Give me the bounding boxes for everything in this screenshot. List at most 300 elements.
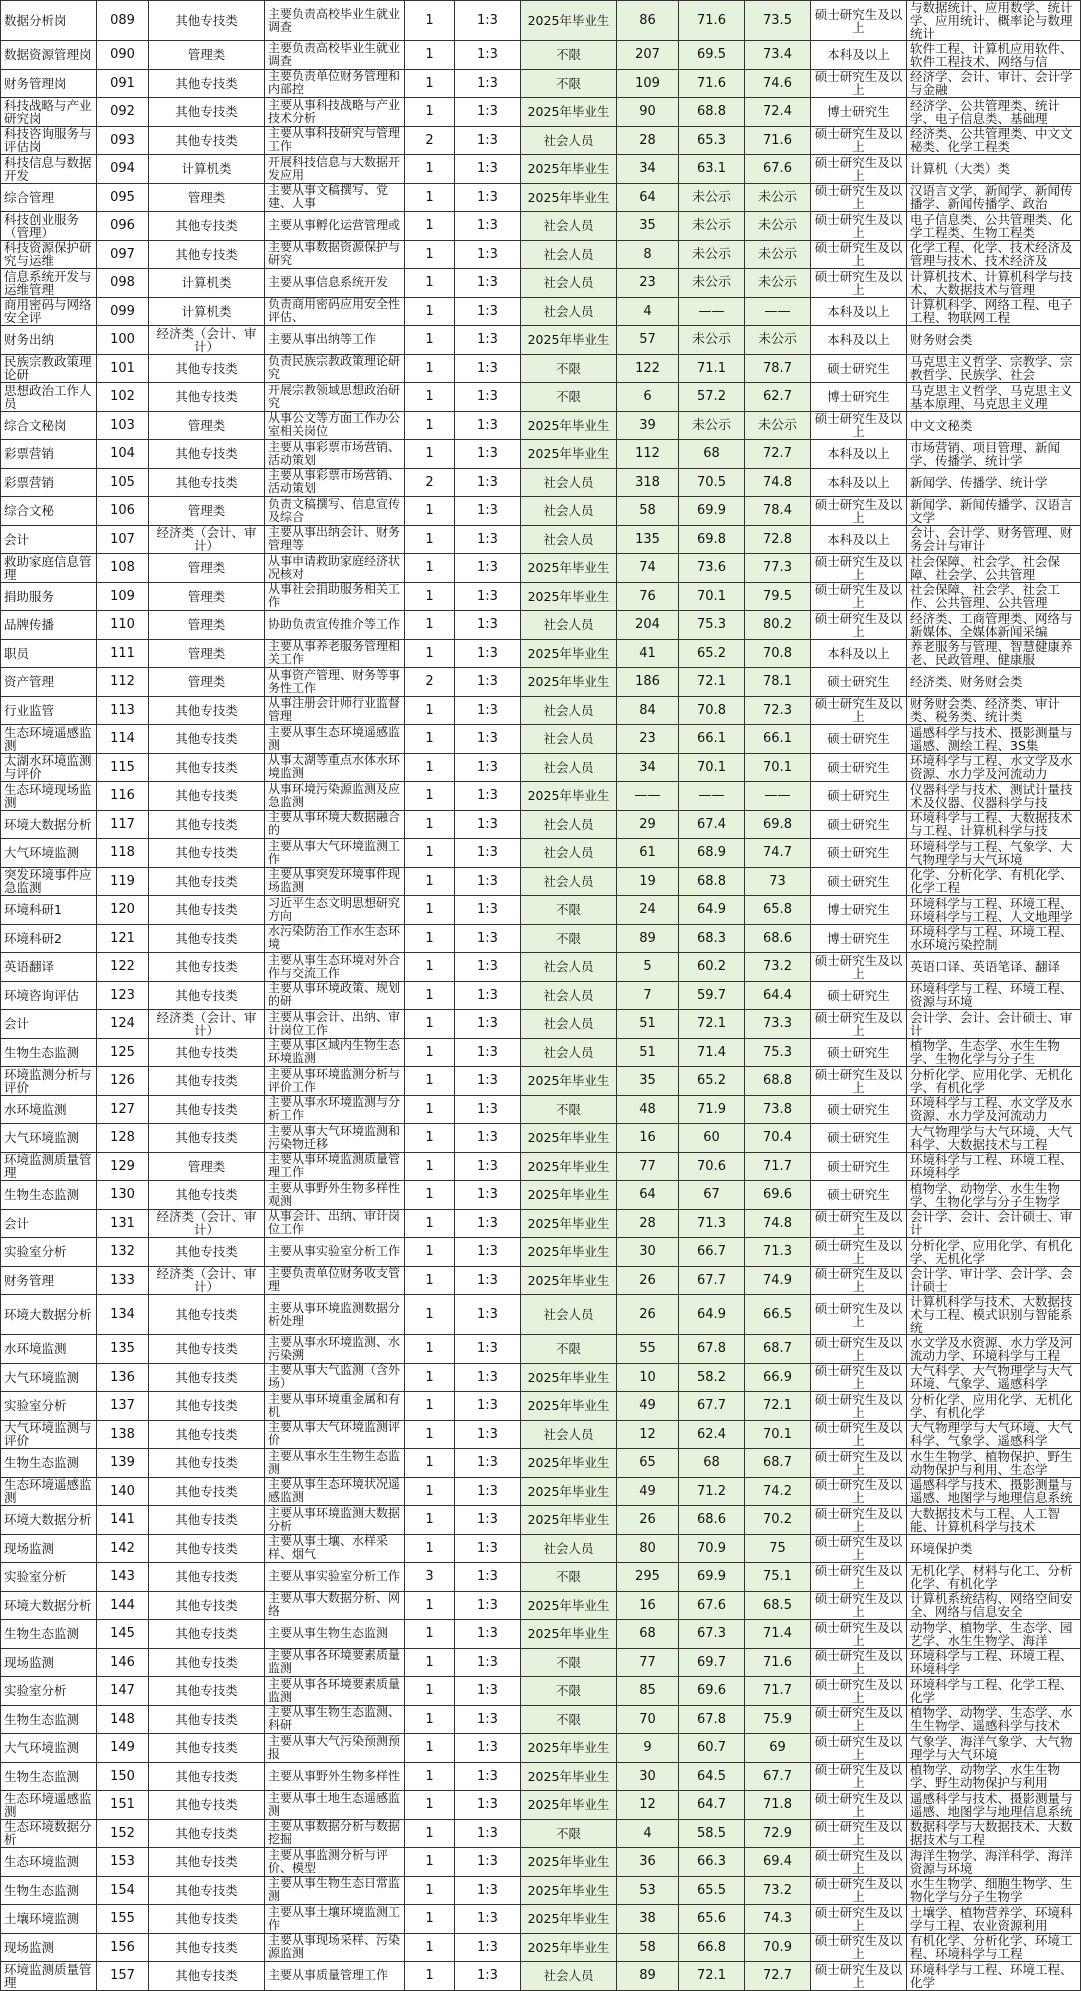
job-category-cell: 管理类 xyxy=(149,639,265,668)
ratio-cell: 1:3 xyxy=(455,240,521,269)
job-code-cell: 141 xyxy=(97,1506,149,1535)
applicant-count-cell: 64 xyxy=(617,1181,679,1210)
ratio-cell: 1:3 xyxy=(455,639,521,668)
job-category-cell: 经济类（会计、审计） xyxy=(149,326,265,355)
education-cell: 硕士研究生及以上 xyxy=(811,1648,907,1677)
ratio-cell: 1:3 xyxy=(455,1335,521,1364)
job-category-cell: 其他专技类 xyxy=(149,753,265,782)
applicant-type-cell: 2025年毕业生 xyxy=(521,1791,617,1820)
max-score-cell: 70.2 xyxy=(745,1506,811,1535)
table-row xyxy=(1,98,1081,127)
education-cell: 硕士研究生及以上 xyxy=(811,497,907,526)
max-score-cell: 71.8 xyxy=(745,1791,811,1820)
education-cell: 硕士研究生及以上 xyxy=(811,69,907,98)
min-score-cell: 68.8 xyxy=(679,867,745,896)
hire-count-cell: 1 xyxy=(405,639,455,668)
education-cell: 硕士研究生及以上 xyxy=(811,1819,907,1848)
education-cell: 硕士研究生及以上 xyxy=(811,1335,907,1364)
education-cell: 博士研究生 xyxy=(811,98,907,127)
job-name-cell: 环境大数据分析 xyxy=(1,1591,97,1620)
ratio-cell: 1:3 xyxy=(455,1791,521,1820)
job-duty-cell: 主要从事生态环境对外合作与交流工作 xyxy=(265,953,405,982)
applicant-count-cell: 61 xyxy=(617,839,679,868)
ratio-cell: 1:3 xyxy=(455,1876,521,1905)
table-row xyxy=(1,1295,1081,1335)
education-cell: 硕士研究生及以上 xyxy=(811,1534,907,1563)
max-score-cell: 74.6 xyxy=(745,69,811,98)
education-cell: 硕士研究生及以上 xyxy=(811,1962,907,1991)
major-cell: 化学工程、化学、技术经济及管理与技术、技术经济及 xyxy=(907,240,1081,269)
job-code-cell: 095 xyxy=(97,183,149,212)
min-score-cell: 66.8 xyxy=(679,1933,745,1962)
major-cell: 汉语言文学、新闻学、新闻传播学、新闻传播学、政治 xyxy=(907,183,1081,212)
applicant-type-cell: 社会人员 xyxy=(521,525,617,554)
major-cell: 分析化学、应用化学、无机化学、有机化学 xyxy=(907,1067,1081,1096)
job-code-cell: 094 xyxy=(97,155,149,184)
job-code-cell: 125 xyxy=(97,1038,149,1067)
education-cell: 硕士研究生及以上 xyxy=(811,1705,907,1734)
major-cell: 财务财会类、经济类、审计类、税务类、统计类 xyxy=(907,696,1081,725)
min-score-cell: 65.3 xyxy=(679,126,745,155)
ratio-cell: 1:3 xyxy=(455,212,521,241)
hire-count-cell: 1 xyxy=(405,1819,455,1848)
min-score-cell: 69.5 xyxy=(679,41,745,70)
job-code-cell: 090 xyxy=(97,41,149,70)
applicant-type-cell: 社会人员 xyxy=(521,953,617,982)
min-score-cell: 66.1 xyxy=(679,725,745,754)
job-name-cell: 水环境监测 xyxy=(1,1335,97,1364)
job-duty-cell: 主要从事文稿撰写、党建、人事 xyxy=(265,183,405,212)
job-code-cell: 140 xyxy=(97,1477,149,1506)
job-name-cell: 环境监测分析与评价 xyxy=(1,1067,97,1096)
hire-count-cell: 1 xyxy=(405,1335,455,1364)
table-row xyxy=(1,611,1081,640)
job-duty-cell: 从事社会捐助服务相关工作 xyxy=(265,582,405,611)
applicant-type-cell: 2025年毕业生 xyxy=(521,1591,617,1620)
job-category-cell: 经济类（会计、审计） xyxy=(149,525,265,554)
applicant-count-cell: 80 xyxy=(617,1534,679,1563)
hire-count-cell: 1 xyxy=(405,525,455,554)
major-cell: 大气科学、大气物理学与大气环境、气象学、遥感科学 xyxy=(907,1363,1081,1392)
max-score-cell: 64.4 xyxy=(745,981,811,1010)
applicant-type-cell: 社会人员 xyxy=(521,1420,617,1449)
job-duty-cell: 从事环境污染源监测及应急监测 xyxy=(265,782,405,811)
major-cell: 植物学、动物学、水生生物学、生物化学与分子生物学 xyxy=(907,1181,1081,1210)
job-code-cell: 124 xyxy=(97,1010,149,1039)
applicant-count-cell: 29 xyxy=(617,810,679,839)
education-cell: 硕士研究生及以上 xyxy=(811,1734,907,1763)
ratio-cell: 1:3 xyxy=(455,1962,521,1991)
hire-count-cell: 1 xyxy=(405,212,455,241)
hire-count-cell: 1 xyxy=(405,1124,455,1153)
major-cell: 电子信息类、公共管理类、化学工程类、生物工程类 xyxy=(907,212,1081,241)
education-cell: 硕士研究生 xyxy=(811,1095,907,1124)
hire-count-cell: 1 xyxy=(405,383,455,412)
hire-count-cell: 1 xyxy=(405,1038,455,1067)
job-category-cell: 其他专技类 xyxy=(149,383,265,412)
applicant-count-cell: 57 xyxy=(617,326,679,355)
job-duty-cell: 主要从事孵化运营管理或 xyxy=(265,212,405,241)
max-score-cell: 68.5 xyxy=(745,1591,811,1620)
education-cell: 硕士研究生 xyxy=(811,810,907,839)
job-name-cell: 环境大数据分析 xyxy=(1,1295,97,1335)
min-score-cell: 68.6 xyxy=(679,1506,745,1535)
major-cell: 分析化学、应用化学、无机化学、有机化学 xyxy=(907,1392,1081,1421)
job-duty-cell: 主要从事彩票市场营销、活动策划 xyxy=(265,468,405,497)
education-cell: 本科及以上 xyxy=(811,326,907,355)
ratio-cell: 1:3 xyxy=(455,1449,521,1478)
applicant-count-cell: 112 xyxy=(617,440,679,469)
ratio-cell: 1:3 xyxy=(455,383,521,412)
job-category-cell: 管理类 xyxy=(149,611,265,640)
max-score-cell: 78.4 xyxy=(745,497,811,526)
job-name-cell: 现场监测 xyxy=(1,1648,97,1677)
min-score-cell: 64.5 xyxy=(679,1762,745,1791)
ratio-cell: 1:3 xyxy=(455,411,521,440)
min-score-cell: 67.7 xyxy=(679,1266,745,1295)
job-category-cell: 其他专技类 xyxy=(149,1591,265,1620)
major-cell: 市场营销、项目管理、新闻学、传播学、统计学 xyxy=(907,440,1081,469)
job-duty-cell: 主要从事出纳等工作 xyxy=(265,326,405,355)
ratio-cell: 1:3 xyxy=(455,554,521,583)
major-cell: 社会保障、社会学、社会保障、社会学、公共管理 xyxy=(907,554,1081,583)
job-code-cell: 128 xyxy=(97,1124,149,1153)
hire-count-cell: 1 xyxy=(405,326,455,355)
applicant-type-cell: 不限 xyxy=(521,69,617,98)
max-score-cell: 75.1 xyxy=(745,1563,811,1592)
ratio-cell: 1:3 xyxy=(455,326,521,355)
applicant-type-cell: 社会人员 xyxy=(521,1010,617,1039)
job-duty-cell: 主要从事环境监测大数据分析 xyxy=(265,1506,405,1535)
major-cell: 中文文秘类 xyxy=(907,411,1081,440)
job-category-cell: 管理类 xyxy=(149,668,265,697)
min-score-cell: 67.3 xyxy=(679,1620,745,1649)
education-cell: 硕士研究生 xyxy=(811,1124,907,1153)
applicant-type-cell: 不限 xyxy=(521,354,617,383)
major-cell: 数据科学与大数据技术、大数据技术与工程 xyxy=(907,1819,1081,1848)
hire-count-cell: 1 xyxy=(405,1,455,41)
education-cell: 硕士研究生及以上 xyxy=(811,240,907,269)
applicant-type-cell: 不限 xyxy=(521,924,617,953)
job-duty-cell: 从事资产管理、财务等事务性工作 xyxy=(265,668,405,697)
education-cell: 硕士研究生及以上 xyxy=(811,1677,907,1706)
hire-count-cell: 2 xyxy=(405,126,455,155)
applicant-count-cell: 26 xyxy=(617,1266,679,1295)
job-name-cell: 生物生态监测 xyxy=(1,1705,97,1734)
major-cell: 计算机（大类）类 xyxy=(907,155,1081,184)
major-cell: 植物学、生态学、水生生物学、生物化学与分子生 xyxy=(907,1038,1081,1067)
max-score-cell: 70.1 xyxy=(745,1420,811,1449)
table-row xyxy=(1,183,1081,212)
education-cell: 硕士研究生 xyxy=(811,753,907,782)
min-score-cell: 71.2 xyxy=(679,1477,745,1506)
table-row xyxy=(1,1933,1081,1962)
job-category-cell: 计算机类 xyxy=(149,269,265,298)
job-category-cell: 计算机类 xyxy=(149,155,265,184)
min-score-cell: 66.7 xyxy=(679,1238,745,1267)
job-code-cell: 148 xyxy=(97,1705,149,1734)
job-category-cell: 其他专技类 xyxy=(149,440,265,469)
max-score-cell: 71.7 xyxy=(745,1677,811,1706)
ratio-cell: 1:3 xyxy=(455,1506,521,1535)
job-name-cell: 行业监管 xyxy=(1,696,97,725)
job-name-cell: 财务出纳 xyxy=(1,326,97,355)
hire-count-cell: 1 xyxy=(405,924,455,953)
hire-count-cell: 1 xyxy=(405,1905,455,1934)
job-duty-cell: 开展宗教领域思想政治研究 xyxy=(265,383,405,412)
job-code-cell: 096 xyxy=(97,212,149,241)
applicant-count-cell: 12 xyxy=(617,1420,679,1449)
min-score-cell: 64.7 xyxy=(679,1791,745,1820)
job-code-cell: 097 xyxy=(97,240,149,269)
ratio-cell: 1:3 xyxy=(455,1591,521,1620)
job-category-cell: 计算机类 xyxy=(149,297,265,326)
applicant-count-cell: 64 xyxy=(617,183,679,212)
job-category-cell: 管理类 xyxy=(149,1152,265,1181)
hire-count-cell: 1 xyxy=(405,1392,455,1421)
job-category-cell: 其他专技类 xyxy=(149,240,265,269)
applicant-count-cell: 74 xyxy=(617,554,679,583)
education-cell: 硕士研究生及以上 xyxy=(811,1905,907,1934)
major-cell: 环境科学与工程、气象学、大气物理学与大气环境 xyxy=(907,839,1081,868)
major-cell: 水生生物学、植物保护、野生动物保护与利用、生态学 xyxy=(907,1449,1081,1478)
job-duty-cell: 负责文稿撰写、信息宣传及综合 xyxy=(265,497,405,526)
applicant-type-cell: 社会人员 xyxy=(521,1534,617,1563)
job-name-cell: 生物生态监测 xyxy=(1,1181,97,1210)
applicant-count-cell: 77 xyxy=(617,1648,679,1677)
job-name-cell: 科技信息与数据开发 xyxy=(1,155,97,184)
hire-count-cell: 1 xyxy=(405,981,455,1010)
max-score-cell: 79.5 xyxy=(745,582,811,611)
applicant-type-cell: 社会人员 xyxy=(521,725,617,754)
job-category-cell: 其他专技类 xyxy=(149,1905,265,1934)
hire-count-cell: 1 xyxy=(405,1620,455,1649)
applicant-count-cell: 49 xyxy=(617,1477,679,1506)
job-duty-cell: 主要从事环境监测质量管理工作 xyxy=(265,1152,405,1181)
applicant-count-cell: 186 xyxy=(617,668,679,697)
max-score-cell: 69 xyxy=(745,1734,811,1763)
max-score-cell: 72.8 xyxy=(745,525,811,554)
max-score-cell: 75.9 xyxy=(745,1705,811,1734)
job-duty-cell: 主要从事彩票市场营销、活动策划 xyxy=(265,440,405,469)
applicant-count-cell: 26 xyxy=(617,1506,679,1535)
ratio-cell: 1:3 xyxy=(455,1392,521,1421)
hire-count-cell: 1 xyxy=(405,440,455,469)
job-category-cell: 管理类 xyxy=(149,41,265,70)
table-row xyxy=(1,1648,1081,1677)
table-row xyxy=(1,953,1081,982)
job-category-cell: 其他专技类 xyxy=(149,1335,265,1364)
major-cell: 大气物理学与大气环境、大气科学、气象学、遥感科学 xyxy=(907,1420,1081,1449)
ratio-cell: 1:3 xyxy=(455,1152,521,1181)
min-score-cell: 58.2 xyxy=(679,1363,745,1392)
job-name-cell: 生态环境遥感监测 xyxy=(1,1477,97,1506)
max-score-cell: 72.9 xyxy=(745,1819,811,1848)
applicant-count-cell: 41 xyxy=(617,639,679,668)
education-cell: 硕士研究生及以上 xyxy=(811,411,907,440)
education-cell: 硕士研究生及以上 xyxy=(811,1238,907,1267)
min-score-cell: 72.1 xyxy=(679,1962,745,1991)
job-code-cell: 089 xyxy=(97,1,149,41)
job-code-cell: 123 xyxy=(97,981,149,1010)
major-cell: 有机化学、分析化学、环境工程、环境科学与工程 xyxy=(907,1933,1081,1962)
hire-count-cell: 1 xyxy=(405,1010,455,1039)
job-name-cell: 数据资源管理岗 xyxy=(1,41,97,70)
major-cell: 遥感科学与技术、摄影测量与遥感、地图学与地理信息系统 xyxy=(907,1477,1081,1506)
education-cell: 博士研究生 xyxy=(811,896,907,925)
job-name-cell: 环境大数据分析 xyxy=(1,1506,97,1535)
job-code-cell: 154 xyxy=(97,1876,149,1905)
applicant-count-cell: 77 xyxy=(617,1152,679,1181)
min-score-cell: 65.2 xyxy=(679,639,745,668)
min-score-cell: 69.6 xyxy=(679,1677,745,1706)
job-code-cell: 133 xyxy=(97,1266,149,1295)
ratio-cell: 1:3 xyxy=(455,953,521,982)
min-score-cell: 69.7 xyxy=(679,1648,745,1677)
education-cell: 硕士研究生及以上 xyxy=(811,1848,907,1877)
major-cell: 计算机科学、网络工程、电子工程、物联网工程 xyxy=(907,297,1081,326)
table-row xyxy=(1,440,1081,469)
max-score-cell: 未公示 xyxy=(745,240,811,269)
applicant-count-cell: 16 xyxy=(617,1124,679,1153)
job-code-cell: 122 xyxy=(97,953,149,982)
min-score-cell: 69.9 xyxy=(679,497,745,526)
job-name-cell: 会计 xyxy=(1,1010,97,1039)
applicant-type-cell: 2025年毕业生 xyxy=(521,1363,617,1392)
applicant-type-cell: 2025年毕业生 xyxy=(521,1848,617,1877)
job-name-cell: 生态环境监测 xyxy=(1,1848,97,1877)
applicant-type-cell: 2025年毕业生 xyxy=(521,1181,617,1210)
applicant-count-cell: 70 xyxy=(617,1705,679,1734)
min-score-cell: 未公示 xyxy=(679,183,745,212)
education-cell: 硕士研究生 xyxy=(811,782,907,811)
hire-count-cell: 2 xyxy=(405,468,455,497)
min-score-cell: 67.4 xyxy=(679,810,745,839)
job-name-cell: 生物生态监测 xyxy=(1,1762,97,1791)
job-name-cell: 环境科研2 xyxy=(1,924,97,953)
hire-count-cell: 1 xyxy=(405,1591,455,1620)
job-code-cell: 113 xyxy=(97,696,149,725)
hire-count-cell: 1 xyxy=(405,1152,455,1181)
job-duty-cell: 从事太湖等重点水体水环境监测 xyxy=(265,753,405,782)
education-cell: 硕士研究生 xyxy=(811,981,907,1010)
hire-count-cell: 1 xyxy=(405,297,455,326)
major-cell: 环境科学与工程、大数据技术与工程、计算机科学与技 xyxy=(907,810,1081,839)
table-row xyxy=(1,269,1081,298)
job-code-cell: 157 xyxy=(97,1962,149,1991)
job-duty-cell: 主要从事环境监测数据分析处理 xyxy=(265,1295,405,1335)
ratio-cell: 1:3 xyxy=(455,1705,521,1734)
job-name-cell: 财务管理 xyxy=(1,1266,97,1295)
applicant-type-cell: 2025年毕业生 xyxy=(521,1392,617,1421)
max-score-cell: 69.4 xyxy=(745,1848,811,1877)
min-score-cell: 68.8 xyxy=(679,98,745,127)
major-cell: 会计学、会计、会计硕士、审计 xyxy=(907,1209,1081,1238)
table-row xyxy=(1,1067,1081,1096)
table-row xyxy=(1,1335,1081,1364)
applicant-type-cell: 2025年毕业生 xyxy=(521,411,617,440)
job-duty-cell: 主要从事生物生态监测、科研 xyxy=(265,1705,405,1734)
table-row xyxy=(1,1238,1081,1267)
job-code-cell: 121 xyxy=(97,924,149,953)
applicant-type-cell: 社会人员 xyxy=(521,839,617,868)
job-name-cell: 大气环境监测 xyxy=(1,1363,97,1392)
table-row xyxy=(1,896,1081,925)
job-duty-cell: 主要从事土地生态遥感监测 xyxy=(265,1791,405,1820)
job-code-cell: 138 xyxy=(97,1420,149,1449)
max-score-cell: 70.9 xyxy=(745,1933,811,1962)
hire-count-cell: 1 xyxy=(405,810,455,839)
job-category-cell: 其他专技类 xyxy=(149,1734,265,1763)
applicant-type-cell: 2025年毕业生 xyxy=(521,554,617,583)
education-cell: 硕士研究生 xyxy=(811,867,907,896)
hire-count-cell: 1 xyxy=(405,1962,455,1991)
job-name-cell: 会计 xyxy=(1,525,97,554)
applicant-count-cell: 23 xyxy=(617,269,679,298)
table-row xyxy=(1,212,1081,241)
applicant-count-cell: 90 xyxy=(617,98,679,127)
applicant-type-cell: 社会人员 xyxy=(521,497,617,526)
hire-count-cell: 1 xyxy=(405,240,455,269)
job-code-cell: 092 xyxy=(97,98,149,127)
job-category-cell: 其他专技类 xyxy=(149,725,265,754)
applicant-type-cell: 社会人员 xyxy=(521,1038,617,1067)
table-row xyxy=(1,297,1081,326)
applicant-count-cell: 39 xyxy=(617,411,679,440)
applicant-type-cell: 不限 xyxy=(521,1705,617,1734)
min-score-cell: 69.8 xyxy=(679,525,745,554)
education-cell: 硕士研究生及以上 xyxy=(811,1876,907,1905)
applicant-count-cell: 68 xyxy=(617,1620,679,1649)
job-code-cell: 114 xyxy=(97,725,149,754)
ratio-cell: 1:3 xyxy=(455,582,521,611)
job-code-cell: 102 xyxy=(97,383,149,412)
min-score-cell: 70.5 xyxy=(679,468,745,497)
max-score-cell: 70.1 xyxy=(745,753,811,782)
applicant-type-cell: 社会人员 xyxy=(521,867,617,896)
hire-count-cell: 1 xyxy=(405,1449,455,1478)
min-score-cell: 72.1 xyxy=(679,668,745,697)
min-score-cell: 67.6 xyxy=(679,1591,745,1620)
job-category-cell: 其他专技类 xyxy=(149,1848,265,1877)
job-code-cell: 118 xyxy=(97,839,149,868)
applicant-count-cell: 122 xyxy=(617,354,679,383)
min-score-cell: 未公示 xyxy=(679,411,745,440)
hire-count-cell: 1 xyxy=(405,867,455,896)
education-cell: 硕士研究生及以上 xyxy=(811,1266,907,1295)
max-score-cell: 73 xyxy=(745,867,811,896)
applicant-type-cell: 2025年毕业生 xyxy=(521,1124,617,1153)
education-cell: 硕士研究生及以上 xyxy=(811,1620,907,1649)
max-score-cell: 72.1 xyxy=(745,1392,811,1421)
job-category-cell: 其他专技类 xyxy=(149,1962,265,1991)
hire-count-cell: 1 xyxy=(405,1534,455,1563)
applicant-count-cell: 4 xyxy=(617,297,679,326)
ratio-cell: 1:3 xyxy=(455,696,521,725)
job-category-cell: 其他专技类 xyxy=(149,867,265,896)
max-score-cell: 72.7 xyxy=(745,1962,811,1991)
job-category-cell: 其他专技类 xyxy=(149,1648,265,1677)
hire-count-cell: 1 xyxy=(405,1295,455,1335)
hire-count-cell: 1 xyxy=(405,98,455,127)
applicant-count-cell: 4 xyxy=(617,1819,679,1848)
job-code-cell: 120 xyxy=(97,896,149,925)
major-cell: 水生生物学、细胞生物学、生物化学与分子生物学 xyxy=(907,1876,1081,1905)
applicant-type-cell: 2025年毕业生 xyxy=(521,1067,617,1096)
job-category-cell: 其他专技类 xyxy=(149,212,265,241)
max-score-cell: 75.3 xyxy=(745,1038,811,1067)
max-score-cell: 69.6 xyxy=(745,1181,811,1210)
